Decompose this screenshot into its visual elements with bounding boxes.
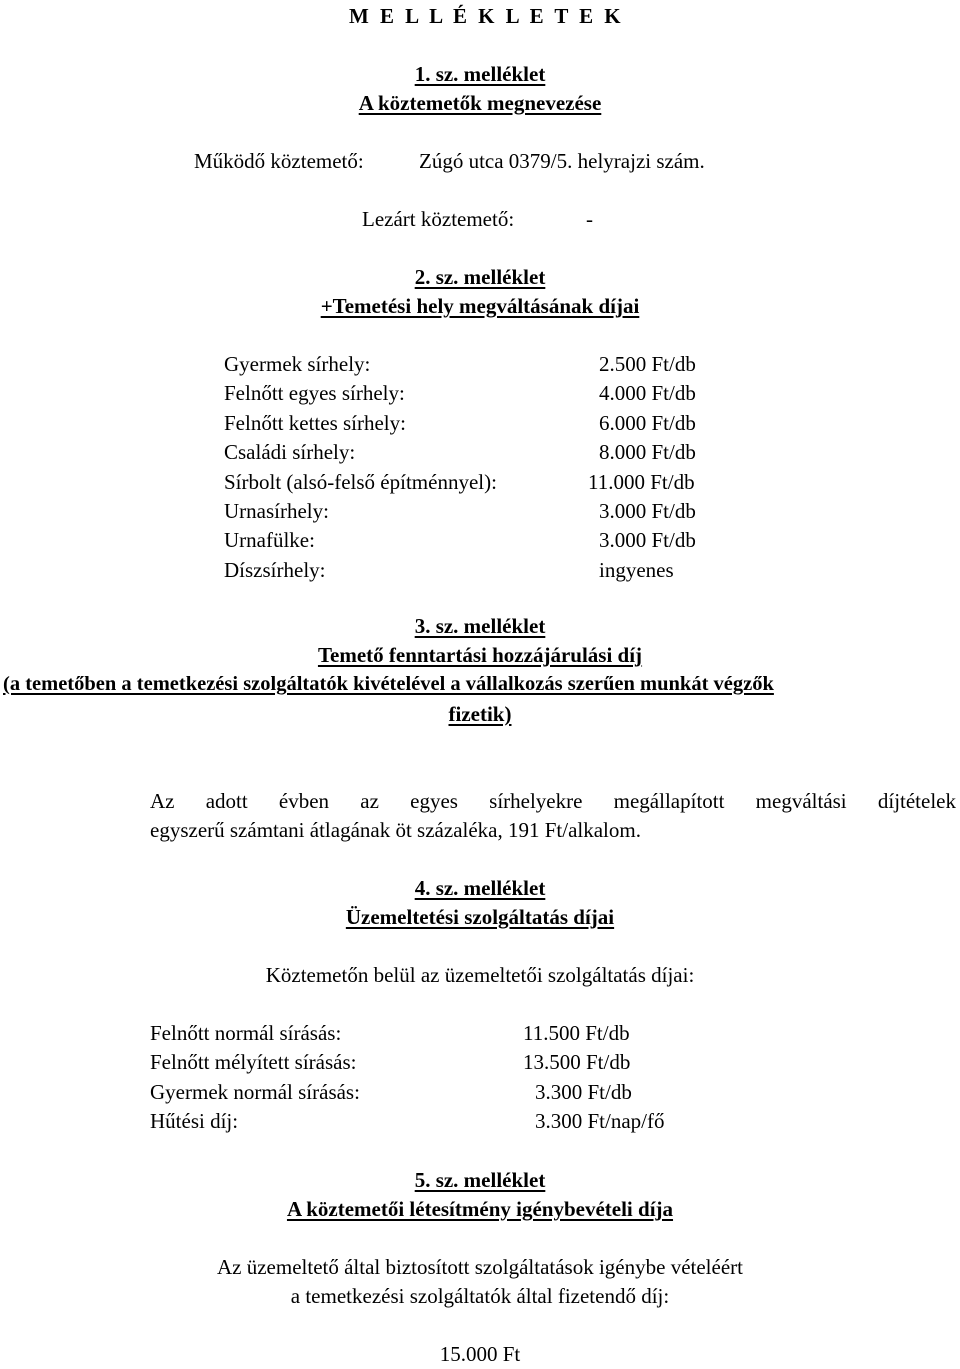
fee-value: ingyenes: [599, 557, 674, 582]
fee-value: 3.000 Ft/db: [599, 528, 696, 553]
document-title: M E L L É K L E T E K: [349, 4, 624, 28]
fee-label: Urnasírhely:: [224, 498, 329, 523]
closed-cemetery-value: -: [586, 207, 593, 231]
annex-2-number: 2. sz. melléklet: [414, 265, 546, 289]
closed-cemetery-label: Lezárt köztemető:: [362, 207, 515, 231]
fee-row: [0, 350, 960, 379]
annex-4-heading: Üzemeltetési szolgáltatás díjai: [345, 905, 615, 929]
grave-fee-table: [0, 350, 960, 585]
fee-row: [0, 1078, 960, 1107]
fee-row: [0, 1107, 960, 1136]
annex-2-heading: +Temetési hely megváltásának díjai: [320, 294, 640, 318]
fee-label: Felnőtt kettes sírhely:: [224, 410, 406, 435]
fee-row: [0, 497, 960, 526]
annex-5-body-line-1: Az üzemeltető által biztosított szolgáltatások igénybe vételéért: [217, 1255, 743, 1279]
annex-3-body-line-2: egyszerű számtani átlagának öt százaléka, 191 Ft/alkalom.: [150, 818, 641, 842]
fee-label: Hűtési díj:: [150, 1109, 239, 1134]
fee-label: Díszsírhely:: [224, 557, 326, 582]
fee-label: Sírbolt (alsó-felső építménnyel):: [224, 469, 497, 494]
fee-value: 4.000 Ft/db: [599, 381, 696, 406]
annex-5-heading: A köztemetői létesítmény igénybevételi díja: [286, 1197, 674, 1221]
annex-1-heading: A köztemetők megnevezése: [358, 91, 602, 115]
annex-3-subheading-cont: fizetik): [448, 702, 512, 726]
fee-row: [0, 556, 960, 585]
annex-5-body-line-2: a temetkezési szolgáltatók által fizetendő díj:: [290, 1284, 670, 1308]
fee-value: 11.500 Ft/db: [523, 1021, 630, 1045]
active-cemetery-label: Működő köztemető:: [194, 149, 364, 173]
active-cemetery-value: Zúgó utca 0379/5. helyrajzi szám.: [419, 149, 705, 173]
fee-row: [0, 1019, 960, 1048]
fee-label: Felnőtt egyes sírhely:: [224, 381, 405, 406]
fee-label: Felnőtt normál sírásás:: [150, 1021, 342, 1045]
fee-label: Gyermek sírhely:: [224, 352, 371, 376]
fee-row: [0, 468, 960, 497]
annex-3-number: 3. sz. melléklet: [414, 614, 546, 638]
fee-value: 3.300 Ft/nap/fő: [535, 1109, 665, 1134]
fee-value: 3.300 Ft/db: [535, 1079, 632, 1104]
fee-row: [0, 409, 960, 438]
fee-label: Családi sírhely:: [224, 440, 356, 465]
fee-value: 2.500 Ft/db: [599, 352, 696, 376]
annex-5-amount: 15.000 Ft: [439, 1342, 521, 1366]
fee-row: [0, 438, 960, 467]
fee-label: Felnőtt mélyített sírásás:: [150, 1050, 357, 1075]
fee-row: [0, 379, 960, 408]
fee-row: [0, 1048, 960, 1077]
fee-value: 11.000 Ft/db: [588, 469, 695, 494]
annex-1-number: 1. sz. melléklet: [414, 62, 546, 86]
annex-4-intro: Köztemetőn belül az üzemeltetői szolgáltatás díjai:: [265, 963, 695, 987]
service-fee-table: [0, 1019, 960, 1137]
fee-value: 6.000 Ft/db: [599, 410, 696, 435]
annex-3-body-line-1: Az adott évben az egyes sírhelyekre megállapított megváltási díjtételek: [150, 789, 956, 813]
fee-label: Gyermek normál sírásás:: [150, 1079, 360, 1104]
fee-value: 8.000 Ft/db: [599, 440, 696, 465]
fee-label: Urnafülke:: [224, 528, 315, 553]
annex-3-heading: Temető fenntartási hozzájárulási díj: [317, 643, 643, 667]
annex-4-number: 4. sz. melléklet: [414, 876, 546, 900]
annex-5-number: 5. sz. melléklet: [414, 1168, 546, 1192]
fee-row: [0, 526, 960, 555]
annex-3-subheading: (a temetőben a temetkezési szolgáltatók kivételével a vállalkozás szerűen munkát végzők: [3, 673, 774, 695]
fee-value: 3.000 Ft/db: [599, 498, 696, 523]
fee-value: 13.500 Ft/db: [523, 1050, 631, 1075]
